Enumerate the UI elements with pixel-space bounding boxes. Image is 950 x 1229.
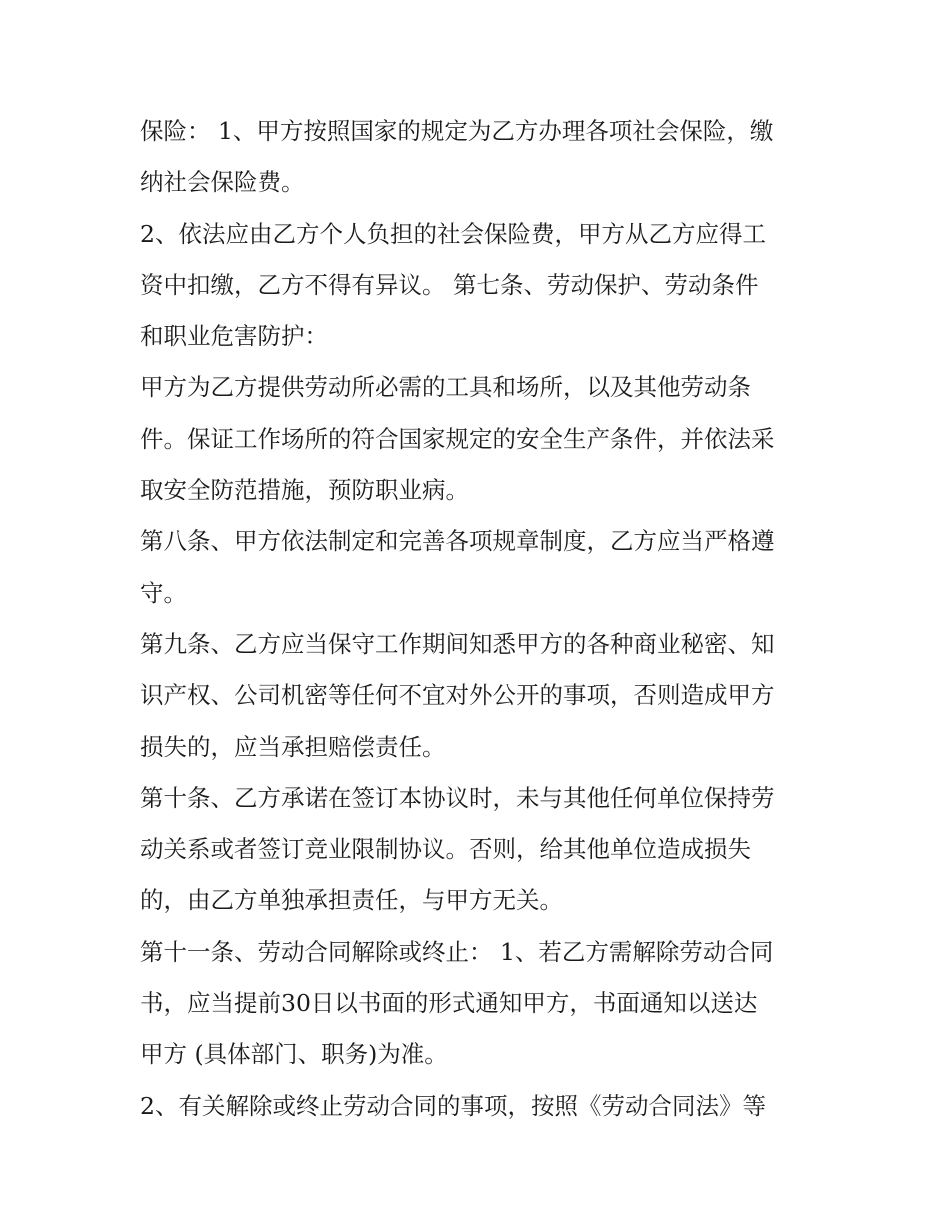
paragraph-article-10 xyxy=(140,773,820,927)
paragraph-labor-conditions xyxy=(140,362,820,516)
paragraph-social-insurance xyxy=(140,106,820,209)
text-line: 守。 xyxy=(140,578,187,607)
paragraph-article-11 xyxy=(140,927,820,1081)
text-line: 2、依法应由乙方个人负担的社会保险费，甲方从乙方应得工 xyxy=(140,219,766,248)
text-line: 的，由乙方单独承担责任，与甲方无关。 xyxy=(140,886,563,915)
text-line: 取安全防范措施，预防职业病。 xyxy=(140,476,469,505)
text-line: 2、有关解除或终止劳动合同的事项，按照《劳动合同法》等 xyxy=(140,1091,766,1120)
text-line: 资中扣缴，乙方不得有异议。 第七条、劳动保护、劳动条件 xyxy=(140,270,759,299)
text-line: 第九条、乙方应当保守工作期间知悉甲方的各种商业秘密、知 xyxy=(140,629,775,658)
paragraph-article-8 xyxy=(140,516,820,619)
paragraph-insurance-deduction xyxy=(140,209,820,363)
text-line: 第十条、乙方承诺在签订本协议时，未与其他任何单位保持劳 xyxy=(140,783,775,812)
text-line: 甲方为乙方提供劳动所必需的工具和场所，以及其他劳动条 xyxy=(140,373,751,402)
paragraph-article-9 xyxy=(140,619,820,773)
paragraph-termination-matters xyxy=(140,1081,820,1132)
text-line: 动关系或者签订竞业限制协议。否则，给其他单位造成损失 xyxy=(140,835,751,864)
text-line: 保险： 1、甲方按照国家的规定为乙方办理各项社会保险，缴 xyxy=(140,117,774,145)
text-line: 和职业危害防护： xyxy=(140,322,328,351)
text-line: 件。保证工作场所的符合国家规定的安全生产条件，并依法采 xyxy=(140,424,775,453)
text-line: 识产权、公司机密等任何不宜对外公开的事项，否则造成甲方 xyxy=(140,681,775,710)
text-line: 第十一条、劳动合同解除或终止： 1、若乙方需解除劳动合同 xyxy=(140,937,774,966)
text-line: 书，应当提前30日以书面的形式通知甲方，书面通知以送达 xyxy=(140,989,758,1018)
text-line: 甲方 (具体部门、职务)为准。 xyxy=(140,1040,448,1069)
text-line: 第八条、甲方依法制定和完善各项规章制度，乙方应当严格遵 xyxy=(140,527,775,556)
text-line: 损失的，应当承担赔偿责任。 xyxy=(140,732,446,761)
text-line: 纳社会保险费。 xyxy=(140,168,305,197)
document-body xyxy=(140,106,820,1132)
